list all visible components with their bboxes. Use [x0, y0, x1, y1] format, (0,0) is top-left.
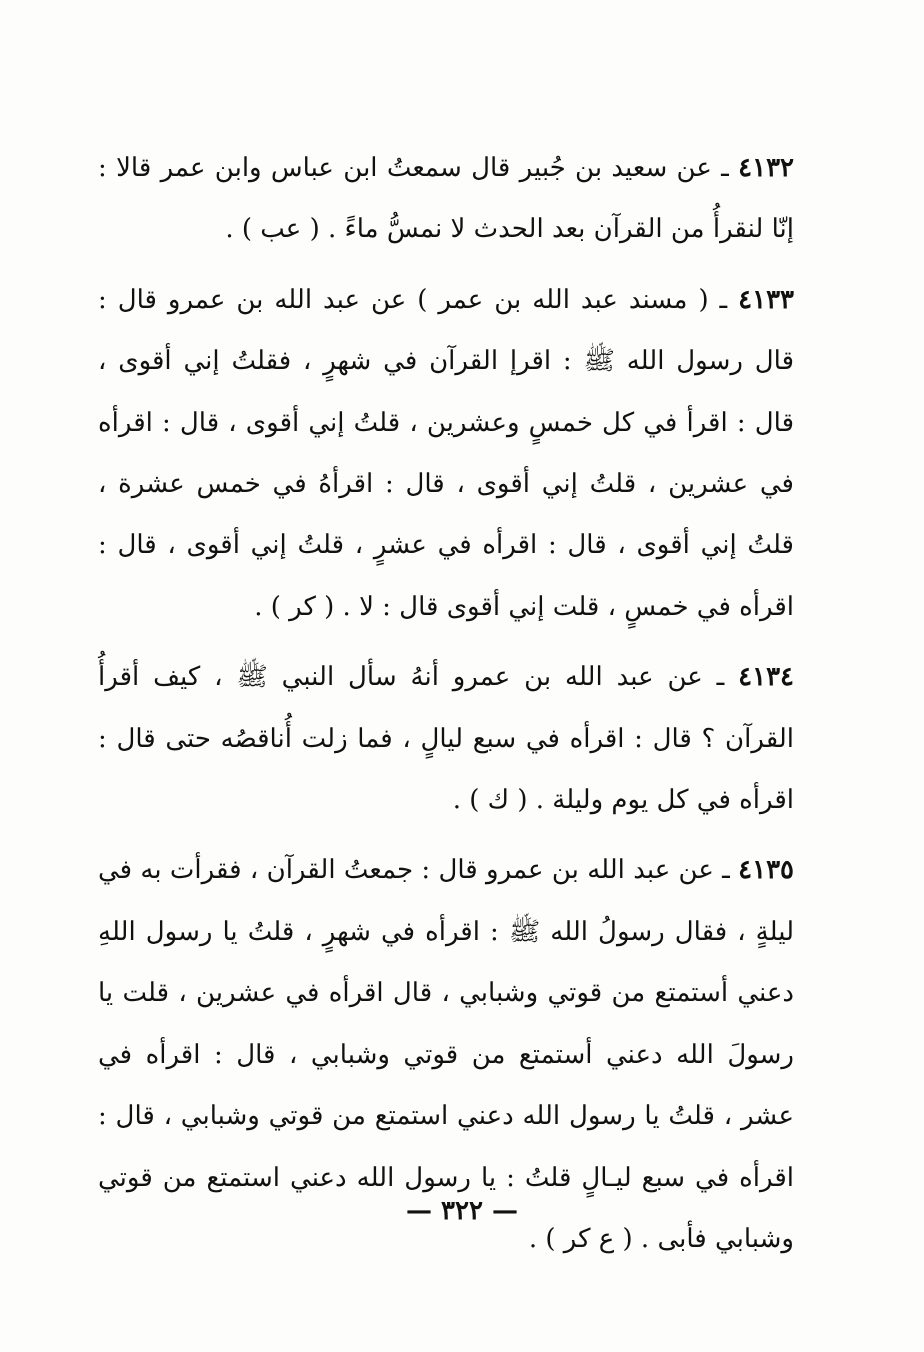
hadith-number: ٤١٣٢ [738, 153, 794, 183]
hadith-paragraph-4133 [98, 270, 794, 638]
hadith-number: ٤١٣٣ [738, 284, 794, 315]
hadith-text: ـ ( مسند عبد الله بن عمر ) عن عبد الله بن عمرو قال : قال رسول الله ﷺ : اقرإ القرآن في شهرٍ ، فقلتُ إني أقوى ، قال : اقرأ في كل خمسٍ وعشرين ، قلتُ إني أقوى ، قال : اقرأه في عشرين ، قلتُ إني أقوى ، قال : اقرأهُ في خمس عشرة ، قلتُ إني أقوى ، قال : اقرأه في عشرٍ ، قلتُ إني أقوى ، قال : اقرأه في خمسٍ ، قلت إني أقوى قال : لا . ( كر ) . [98, 284, 794, 622]
hadith-text: ـ عن عبد الله بن عمرو قال : جمعتُ القرآن ، فقرأت به في ليلةٍ ، فقال رسولُ الله ﷺ : اقرأه في شهرٍ ، قلتُ يا رسول اللهِ دعني أستمتع من قوتي وشبابي ، قال اقرأه في عشرين ، قلت يا رسولَ الله دعني أستمتع من قوتي وشبابي ، قال : اقرأه في عشر ، قلتُ يا رسول الله دعني استمتع من قوتي وشبابي ، قال : اقرأه في سبع ليـالٍ قلتُ : يا رسول الله دعني استمتع من قوتي وشبابي فأبى . ( ع كر ) . [98, 855, 794, 1254]
hadith-number: ٤١٣٥ [738, 855, 794, 886]
hadith-text-block [98, 138, 794, 1279]
hadith-number: ٤١٣٤ [738, 662, 795, 693]
hadith-text: ـ عن سعيد بن جُبير قال سمعتُ ابن عباس وابن عمر قالا : إنّا لنقرأُ من القرآن بعد الحدث لا نمسُّ ماءً . ( عب ) . [98, 153, 794, 245]
hadith-paragraph-4132 [98, 138, 794, 261]
hadith-paragraph-4134 [98, 647, 794, 831]
page-number: — ٣٢٢ — [405, 1196, 519, 1226]
hadith-text: ـ عن عبد الله بن عمرو أنهُ سأل النبي ﷺ ، كيف أقرأُ القرآن ؟ قال : اقرأه في سبع ليالٍ ، فما زلت أُناقصُه حتى قال : اقرأه في كل يوم وليلة . ( ك ) . [98, 662, 794, 816]
